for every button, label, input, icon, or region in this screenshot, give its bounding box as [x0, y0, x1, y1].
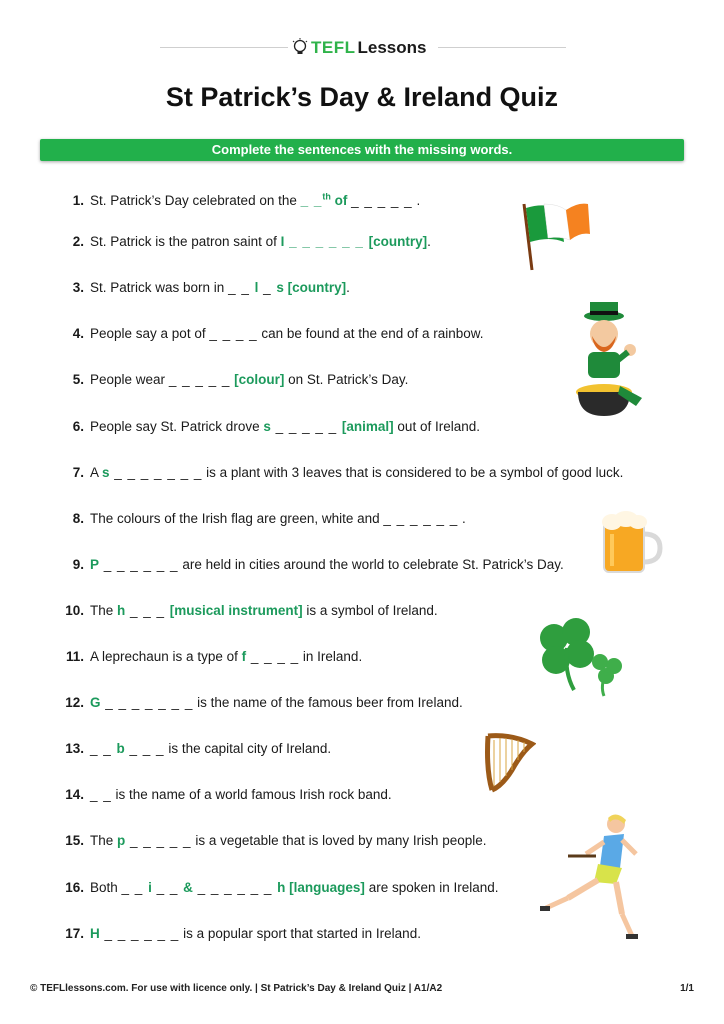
- harp-icon: [482, 730, 536, 794]
- question-fragment: Both: [90, 880, 122, 895]
- answer-hint: h: [117, 603, 126, 618]
- question-text: [90, 419, 480, 434]
- question-fragment: .: [458, 511, 466, 526]
- question-fragment: .: [346, 280, 350, 295]
- answer-blank: _ _ _ _ _: [125, 833, 192, 848]
- question-fragment: A: [90, 465, 103, 480]
- question-fragment: St. Patrick is the patron saint of: [90, 234, 281, 249]
- answer-blank: _ _ _ _ _: [168, 372, 231, 387]
- question-text: [90, 511, 466, 526]
- question-text: [90, 234, 431, 249]
- question-number: 13.: [65, 741, 84, 756]
- page-title: St Patrick’s Day & Ireland Quiz: [165, 82, 559, 112]
- question-item: [0, 924, 421, 944]
- question-number: 15.: [65, 833, 84, 848]
- question-text: [90, 695, 463, 710]
- answer-hint: [animal]: [341, 419, 394, 434]
- question-number: 16.: [65, 880, 84, 895]
- answer-hint: s: [263, 419, 271, 434]
- answer-blank: _ _ _ _ _ _ _: [109, 465, 203, 480]
- question-item: [0, 693, 463, 713]
- question-fragment: are spoken in Ireland.: [364, 880, 499, 895]
- shamrock-icon: [534, 616, 626, 700]
- answer-hint: h: [277, 880, 286, 895]
- answer-blank: _ _: [121, 880, 149, 895]
- instruction-banner: Complete the sentences with the missing words.: [40, 139, 684, 161]
- question-fragment: is the name of a world famous Irish rock band.: [111, 787, 392, 802]
- question-number: 5.: [72, 372, 84, 387]
- answer-blank: _ _: [90, 787, 112, 802]
- lightbulb-icon: [292, 38, 308, 58]
- irish-flag-icon: [516, 198, 592, 274]
- question-number: 8.: [72, 511, 84, 526]
- answer-hint: b: [116, 741, 125, 756]
- answer-hint: [languages]: [285, 880, 365, 895]
- answer-blank: _ _ _ _ _ _: [99, 557, 179, 572]
- question-number: 17.: [65, 926, 84, 941]
- page-footer: [30, 983, 694, 999]
- question-number: 9.: [72, 557, 84, 572]
- answer-blank: _ _ _: [124, 741, 165, 756]
- logo-lessons-text: Lessons: [357, 38, 427, 57]
- question-text: [90, 326, 484, 341]
- question-number: 10.: [65, 603, 84, 618]
- question-fragment: is the capital city of Ireland.: [164, 741, 332, 756]
- logo-header: [0, 34, 724, 62]
- question-fragment: St. Patrick was born in: [90, 280, 229, 295]
- question-fragment: .: [427, 234, 431, 249]
- answer-blank: _ _ _ _: [209, 326, 258, 341]
- question-text: [90, 603, 438, 618]
- answer-blank: _ _ _ _ _ _: [99, 926, 180, 941]
- answer-hint: s: [102, 465, 110, 480]
- answer-hint: p: [117, 833, 126, 848]
- question-item: [0, 232, 431, 252]
- answer-blank: _ _ _ _ _: [270, 419, 342, 434]
- question-number: 4.: [72, 326, 84, 341]
- question-fragment: The: [90, 833, 118, 848]
- logo-divider-left: [160, 47, 288, 48]
- question-item: [0, 878, 499, 898]
- question-item: [0, 555, 564, 575]
- answer-blank: _ _ _ _ _ _ _: [100, 695, 194, 710]
- question-fragment: out of Ireland.: [393, 419, 480, 434]
- question-number: 14.: [65, 787, 84, 802]
- question-fragment: People say a pot of: [90, 326, 210, 341]
- question-number: 7.: [72, 465, 84, 480]
- question-text: [90, 833, 486, 848]
- tefl-lessons-logo: [292, 36, 426, 60]
- answer-hint: of: [330, 192, 352, 208]
- answer-hint: G: [90, 695, 101, 710]
- question-fragment: can be found at the end of a rainbow.: [257, 326, 484, 341]
- question-fragment: in Ireland.: [299, 649, 363, 664]
- question-fragment: is a popular sport that started in Ireland.: [179, 926, 421, 941]
- question-item: [0, 785, 392, 805]
- question-text: [90, 557, 564, 572]
- question-text: [90, 926, 421, 941]
- question-number: 2.: [72, 234, 84, 249]
- question-item: [0, 601, 438, 621]
- question-fragment: on St. Patrick’s Day.: [284, 372, 409, 387]
- question-item: [0, 647, 362, 667]
- question-number: 12.: [65, 695, 84, 710]
- answer-hint: s: [276, 280, 284, 295]
- question-item: [0, 278, 350, 298]
- question-fragment: People say St. Patrick drove: [90, 419, 264, 434]
- answer-blank: _ _: [90, 741, 117, 756]
- footer-copyright: © TEFLlessons.com. For use with licence only. | St Patrick’s Day & Ireland Quiz | A1/A2: [30, 983, 443, 994]
- answer-blank: _ _ _ _ _ _: [284, 234, 369, 249]
- answer-hint: [country]: [368, 234, 428, 249]
- answer-hint: [colour]: [230, 372, 285, 387]
- question-text: [90, 193, 420, 208]
- question-number: 1.: [72, 192, 84, 208]
- question-fragment: The: [90, 603, 118, 618]
- question-fragment: People wear: [90, 372, 169, 387]
- answer-blank: _ _: [300, 192, 323, 208]
- question-text: [90, 741, 331, 756]
- page-number: 1/1: [680, 983, 694, 994]
- answer-hint: [country]: [283, 280, 347, 295]
- logo-tefl-text: TEFL: [311, 38, 356, 57]
- answer-blank: _ _ _ _ _ _: [383, 511, 459, 526]
- answer-blank: _: [258, 280, 277, 295]
- question-item: [0, 370, 408, 390]
- question-text: [90, 880, 499, 895]
- question-item: [0, 324, 484, 344]
- answer-blank: _ _: [151, 880, 184, 895]
- answer-blank: _ _ _ _: [246, 649, 300, 664]
- answer-hint: &: [183, 880, 193, 895]
- question-fragment: The colours of the Irish flag are green, white and: [90, 511, 384, 526]
- answer-hint: P: [90, 557, 100, 572]
- question-fragment: St. Patrick’s Day celebrated on the: [90, 192, 301, 208]
- question-fragment: is a plant with 3 leaves that is considered to be a symbol of good luck.: [202, 465, 624, 480]
- answer-hint: th: [322, 191, 331, 201]
- answer-hint: [musical instrument]: [169, 603, 303, 618]
- question-text: [90, 787, 392, 802]
- question-text: [90, 372, 408, 387]
- hurling-player-icon: [538, 812, 646, 942]
- question-number: 6.: [72, 419, 84, 434]
- question-number: 11.: [65, 649, 84, 664]
- question-fragment: is a symbol of Ireland.: [302, 603, 438, 618]
- answer-hint: H: [90, 926, 100, 941]
- question-item: [0, 463, 623, 483]
- answer-blank: _ _: [228, 280, 255, 295]
- question-item: [0, 739, 331, 759]
- answer-blank: _ _ _: [125, 603, 170, 618]
- answer-blank: _ _ _ _ _ _: [192, 880, 278, 895]
- question-fragment: is the name of the famous beer from Ireland.: [193, 695, 463, 710]
- question-text: [90, 465, 623, 480]
- question-fragment: A leprechaun is a type of: [90, 649, 242, 664]
- question-item: [0, 509, 466, 529]
- question-item: [0, 417, 480, 437]
- answer-blank: _ _ _ _ _: [351, 192, 413, 208]
- question-text: [90, 649, 362, 664]
- beer-mug-icon: [598, 510, 664, 576]
- logo-divider-right: [438, 47, 566, 48]
- question-fragment: .: [412, 192, 421, 208]
- question-fragment: is a vegetable that is loved by many Irish people.: [191, 833, 487, 848]
- answer-hint: f: [241, 649, 247, 664]
- question-text: [90, 280, 350, 295]
- leprechaun-icon: [570, 302, 644, 418]
- answer-hint: i: [148, 880, 152, 895]
- answer-hint: I: [280, 234, 285, 249]
- question-number: 3.: [72, 280, 84, 295]
- question-item: [0, 831, 486, 851]
- question-item: [0, 186, 420, 206]
- question-fragment: are held in cities around the world to celebrate St. Patrick’s Day.: [178, 557, 564, 572]
- answer-hint: l: [254, 280, 259, 295]
